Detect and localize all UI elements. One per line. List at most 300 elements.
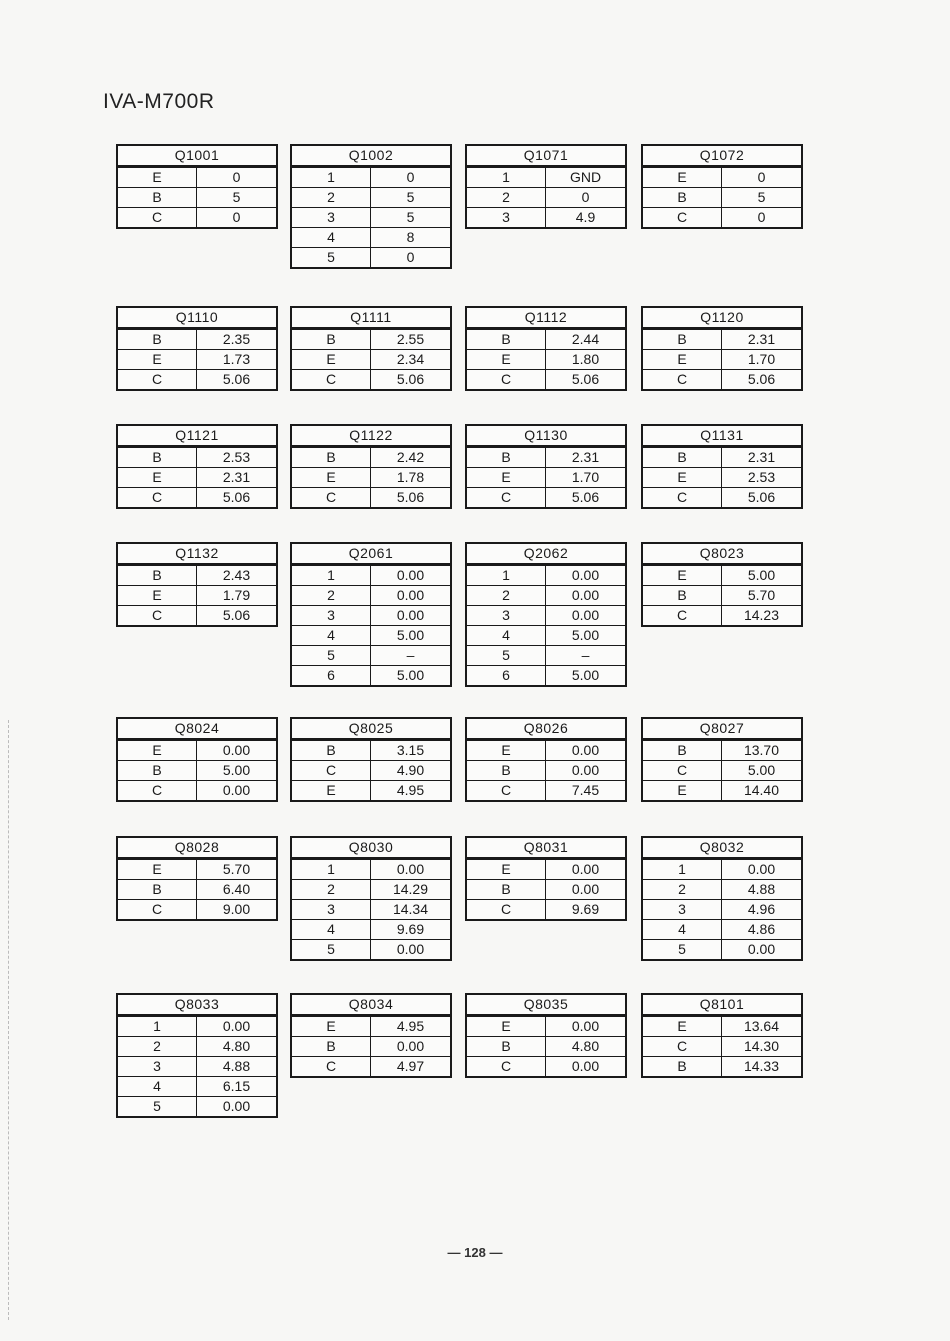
table-title: Q2062 [467, 544, 625, 565]
table-row [118, 605, 276, 625]
pin-label: C [467, 900, 546, 919]
pin-label: 1 [467, 168, 546, 187]
pin-label: 1 [292, 566, 371, 585]
voltage-table [465, 542, 627, 687]
pin-label: 2 [292, 880, 371, 899]
voltage-value: 0.00 [222, 1018, 251, 1034]
voltage-table [465, 306, 627, 391]
voltage-table [290, 542, 452, 687]
voltage-value: 1.70 [571, 469, 600, 485]
table-row [643, 780, 801, 800]
voltage-value: 5.06 [396, 371, 425, 387]
pin-label: 5 [467, 646, 546, 665]
voltage-value: 0.00 [396, 567, 425, 583]
pin-label: 1 [292, 860, 371, 879]
pin-label: 3 [292, 900, 371, 919]
pin-label: 4 [292, 626, 371, 645]
table-title: Q1001 [118, 146, 276, 167]
pin-label: E [467, 1017, 546, 1036]
table-row [118, 167, 276, 187]
table-row [467, 1056, 625, 1076]
pin-label: E [118, 168, 197, 187]
pin-label: 2 [292, 586, 371, 605]
pin-label: E [467, 741, 546, 760]
pin-label: C [467, 488, 546, 507]
table-title: Q1130 [467, 426, 625, 447]
pin-label: B [118, 761, 197, 780]
table-title: Q1121 [118, 426, 276, 447]
pin-label: 5 [643, 940, 722, 959]
table-title: Q1002 [292, 146, 450, 167]
pin-label: 5 [292, 940, 371, 959]
table-row [467, 467, 625, 487]
table-row [467, 187, 625, 207]
table-row [118, 329, 276, 349]
voltage-value: 5 [406, 209, 415, 225]
pin-label: E [118, 860, 197, 879]
pin-label: 5 [292, 646, 371, 665]
page-number: — 128 — [447, 1245, 503, 1260]
table-row [467, 565, 625, 585]
voltage-value: 1.79 [222, 587, 251, 603]
pin-label: E [643, 468, 722, 487]
table-row [643, 899, 801, 919]
table-title: Q1072 [643, 146, 801, 167]
voltage-value: 7.45 [571, 782, 600, 798]
table-row [118, 487, 276, 507]
pin-label: C [118, 900, 197, 919]
voltage-value: 1.78 [396, 469, 425, 485]
pin-label: 3 [292, 606, 371, 625]
pin-label: B [643, 586, 722, 605]
pin-label: 3 [292, 208, 371, 227]
table-row [292, 447, 450, 467]
voltage-value: 4.86 [747, 921, 776, 937]
voltage-value: 2.53 [747, 469, 776, 485]
pin-label: C [643, 761, 722, 780]
pin-label: B [467, 448, 546, 467]
voltage-value: 0.00 [222, 782, 251, 798]
voltage-table [641, 542, 803, 627]
table-title: Q1110 [118, 308, 276, 329]
voltage-value: 0.00 [747, 941, 776, 957]
table-row [118, 1096, 276, 1116]
table-row [643, 919, 801, 939]
pin-label: B [467, 880, 546, 899]
voltage-value: 0.00 [571, 762, 600, 778]
table-row [292, 1036, 450, 1056]
table-row [292, 605, 450, 625]
pin-label: E [467, 468, 546, 487]
voltage-value: 0 [757, 209, 766, 225]
table-row [292, 740, 450, 760]
pin-label: 1 [118, 1017, 197, 1036]
table-title: Q8031 [467, 838, 625, 859]
voltage-table [641, 144, 803, 229]
table-row [118, 740, 276, 760]
voltage-value: 5.00 [571, 627, 600, 643]
voltage-value: 0.00 [571, 881, 600, 897]
pin-label: C [643, 208, 722, 227]
table-row [118, 1016, 276, 1036]
pin-label: 5 [118, 1097, 197, 1116]
table-row [643, 467, 801, 487]
table-row [467, 625, 625, 645]
voltage-value: 0.00 [396, 587, 425, 603]
voltage-value: 9.69 [571, 901, 600, 917]
pin-label: B [467, 761, 546, 780]
pin-label: 3 [118, 1057, 197, 1076]
table-row [643, 879, 801, 899]
voltage-value: 4.97 [396, 1058, 425, 1074]
table-title: Q8030 [292, 838, 450, 859]
pin-label: C [643, 1037, 722, 1056]
pin-label: 6 [467, 666, 546, 685]
pin-label: 2 [292, 188, 371, 207]
voltage-value: 2.31 [222, 469, 251, 485]
table-title: Q8025 [292, 719, 450, 740]
table-row [467, 585, 625, 605]
voltage-value: 5.06 [747, 489, 776, 505]
voltage-value: 0.00 [747, 861, 776, 877]
pin-label: E [292, 781, 371, 800]
table-row [467, 1036, 625, 1056]
table-row [467, 487, 625, 507]
table-title: Q8032 [643, 838, 801, 859]
voltage-value: 5.06 [571, 371, 600, 387]
pin-label: E [292, 1017, 371, 1036]
voltage-value: 0.00 [571, 587, 600, 603]
voltage-value: 0.00 [571, 861, 600, 877]
table-row [467, 369, 625, 389]
voltage-table [290, 993, 452, 1078]
voltage-value: 1.80 [571, 351, 600, 367]
voltage-value: 14.33 [743, 1058, 780, 1074]
pin-label: E [118, 586, 197, 605]
pin-label: C [292, 761, 371, 780]
pin-label: 6 [292, 666, 371, 685]
table-row [467, 740, 625, 760]
table-row [643, 187, 801, 207]
table-row [643, 565, 801, 585]
table-row [467, 879, 625, 899]
voltage-value: 6.15 [222, 1078, 251, 1094]
voltage-table [290, 836, 452, 961]
pin-label: E [643, 566, 722, 585]
pin-label: E [118, 741, 197, 760]
voltage-value: 2.43 [222, 567, 251, 583]
pin-label: 4 [118, 1077, 197, 1096]
voltage-table [116, 836, 278, 921]
pin-label: 4 [292, 228, 371, 247]
table-row [467, 645, 625, 665]
table-row [643, 1036, 801, 1056]
voltage-value: 5.00 [222, 762, 251, 778]
table-row [118, 467, 276, 487]
table-row [292, 780, 450, 800]
table-row [643, 859, 801, 879]
voltage-value: 0.00 [396, 861, 425, 877]
voltage-table [116, 717, 278, 802]
table-row [292, 207, 450, 227]
table-row [292, 487, 450, 507]
table-row [118, 1076, 276, 1096]
voltage-value: 4.95 [396, 1018, 425, 1034]
table-row [118, 585, 276, 605]
voltage-value: 2.53 [222, 449, 251, 465]
pin-label: B [292, 330, 371, 349]
table-row [118, 1036, 276, 1056]
voltage-value: – [406, 647, 415, 663]
voltage-value: 3.15 [396, 742, 425, 758]
pin-label: C [292, 488, 371, 507]
pin-label: B [643, 330, 722, 349]
table-row [292, 625, 450, 645]
table-title: Q8101 [643, 995, 801, 1016]
voltage-table [641, 993, 803, 1078]
pin-label: B [643, 448, 722, 467]
voltage-value: 5.00 [396, 667, 425, 683]
table-row [118, 780, 276, 800]
voltage-value: 5.00 [747, 762, 776, 778]
pin-label: 2 [467, 188, 546, 207]
voltage-table [290, 144, 452, 269]
table-title: Q8024 [118, 719, 276, 740]
pin-label: 1 [292, 168, 371, 187]
table-title: Q8023 [643, 544, 801, 565]
pin-label: 2 [643, 880, 722, 899]
voltage-value: 0.00 [571, 567, 600, 583]
voltage-value: 5.06 [222, 371, 251, 387]
table-row [643, 349, 801, 369]
pin-label: 4 [467, 626, 546, 645]
voltage-value: 5 [406, 189, 415, 205]
table-row [643, 207, 801, 227]
table-row [292, 859, 450, 879]
voltage-table [641, 717, 803, 802]
table-row [292, 1016, 450, 1036]
table-row [467, 349, 625, 369]
voltage-value: 4.9 [575, 209, 596, 225]
voltage-value: 5.06 [747, 371, 776, 387]
voltage-value: 14.29 [392, 881, 429, 897]
pin-label: C [643, 488, 722, 507]
pin-label: B [467, 1037, 546, 1056]
table-row [118, 369, 276, 389]
pin-label: C [467, 1057, 546, 1076]
voltage-table [641, 836, 803, 961]
voltage-value: 0.00 [396, 607, 425, 623]
voltage-table [465, 993, 627, 1078]
voltage-table [465, 144, 627, 229]
table-title: Q8027 [643, 719, 801, 740]
voltage-value: 0 [232, 209, 241, 225]
pin-label: C [292, 1057, 371, 1076]
voltage-value: 0 [757, 169, 766, 185]
table-row [292, 585, 450, 605]
table-row [118, 859, 276, 879]
voltage-table [290, 306, 452, 391]
pin-label: E [292, 468, 371, 487]
model-title: IVA-M700R [103, 90, 215, 113]
table-row [467, 167, 625, 187]
voltage-value: 0.00 [571, 1058, 600, 1074]
pin-label: C [643, 606, 722, 625]
voltage-value: 0.00 [396, 1038, 425, 1054]
voltage-value: 0.00 [571, 607, 600, 623]
table-title: Q1111 [292, 308, 450, 329]
voltage-value: 5.06 [222, 607, 251, 623]
pin-label: 4 [643, 920, 722, 939]
table-row [643, 487, 801, 507]
pin-label: 5 [292, 248, 371, 267]
voltage-value: 0.00 [396, 941, 425, 957]
pin-label: E [467, 350, 546, 369]
voltage-value: 4.80 [222, 1038, 251, 1054]
table-title: Q8035 [467, 995, 625, 1016]
table-row [118, 760, 276, 780]
voltage-value: 4.96 [747, 901, 776, 917]
voltage-value: 14.40 [743, 782, 780, 798]
table-row [118, 879, 276, 899]
table-row [467, 329, 625, 349]
voltage-value: 0 [406, 249, 415, 265]
voltage-value: 4.80 [571, 1038, 600, 1054]
table-row [643, 167, 801, 187]
voltage-value: 5 [757, 189, 766, 205]
voltage-value: 0 [232, 169, 241, 185]
voltage-value: 13.70 [743, 742, 780, 758]
voltage-value: 2.55 [396, 331, 425, 347]
voltage-value: 0.00 [571, 742, 600, 758]
voltage-value: 2.42 [396, 449, 425, 465]
pin-label: 1 [467, 566, 546, 585]
pin-label: B [292, 1037, 371, 1056]
voltage-value: 4.95 [396, 782, 425, 798]
margin-mark [8, 720, 9, 1320]
pin-label: B [643, 188, 722, 207]
pin-label: E [292, 350, 371, 369]
voltage-table [290, 424, 452, 509]
table-title: Q1120 [643, 308, 801, 329]
table-title: Q8028 [118, 838, 276, 859]
table-row [467, 447, 625, 467]
voltage-value: – [581, 647, 590, 663]
pin-label: B [467, 330, 546, 349]
voltage-value: 4.88 [747, 881, 776, 897]
pin-label: 2 [467, 586, 546, 605]
table-row [643, 939, 801, 959]
table-row [643, 447, 801, 467]
pin-label: 4 [292, 920, 371, 939]
table-row [292, 187, 450, 207]
table-row [292, 899, 450, 919]
table-row [292, 565, 450, 585]
voltage-value: 14.23 [743, 607, 780, 623]
table-row [292, 247, 450, 267]
voltage-value: 4.88 [222, 1058, 251, 1074]
voltage-value: 2.44 [571, 331, 600, 347]
voltage-value: 0.00 [571, 1018, 600, 1034]
voltage-value: 6.40 [222, 881, 251, 897]
table-title: Q1132 [118, 544, 276, 565]
pin-label: B [292, 448, 371, 467]
pin-label: B [118, 188, 197, 207]
table-row [467, 1016, 625, 1036]
voltage-value: 5.06 [222, 489, 251, 505]
pin-label: C [118, 208, 197, 227]
voltage-value: 2.31 [571, 449, 600, 465]
pin-label: C [118, 370, 197, 389]
table-row [292, 329, 450, 349]
voltage-value: 5.70 [747, 587, 776, 603]
table-title: Q1071 [467, 146, 625, 167]
pin-label: E [643, 1017, 722, 1036]
voltage-value: 5.70 [222, 861, 251, 877]
table-row [467, 760, 625, 780]
table-row [467, 899, 625, 919]
table-row [118, 187, 276, 207]
pin-label: B [118, 330, 197, 349]
voltage-value: 14.34 [392, 901, 429, 917]
voltage-value: 9.00 [222, 901, 251, 917]
table-row [292, 167, 450, 187]
table-row [643, 760, 801, 780]
voltage-table [116, 993, 278, 1118]
voltage-table [465, 836, 627, 921]
table-row [643, 329, 801, 349]
table-row [643, 605, 801, 625]
table-row [118, 207, 276, 227]
voltage-table [116, 144, 278, 229]
table-row [118, 1056, 276, 1076]
table-row [467, 665, 625, 685]
pin-label: E [118, 468, 197, 487]
voltage-value: 4.90 [396, 762, 425, 778]
voltage-value: 5.06 [396, 489, 425, 505]
voltage-value: 2.35 [222, 331, 251, 347]
pin-label: E [118, 350, 197, 369]
pin-label: E [643, 781, 722, 800]
pin-label: E [643, 168, 722, 187]
voltage-value: 8 [406, 229, 415, 245]
table-row [292, 919, 450, 939]
pin-label: C [467, 370, 546, 389]
table-row [292, 760, 450, 780]
table-row [292, 879, 450, 899]
table-row [292, 1056, 450, 1076]
table-row [118, 899, 276, 919]
voltage-value: 2.34 [396, 351, 425, 367]
voltage-table [641, 424, 803, 509]
voltage-value: 2.31 [747, 449, 776, 465]
table-row [292, 645, 450, 665]
pin-label: 3 [467, 208, 546, 227]
table-row [292, 227, 450, 247]
pin-label: C [643, 370, 722, 389]
pin-label: B [118, 880, 197, 899]
voltage-value: 5.06 [571, 489, 600, 505]
table-title: Q8033 [118, 995, 276, 1016]
table-row [467, 207, 625, 227]
pin-label: B [643, 1057, 722, 1076]
table-row [292, 939, 450, 959]
voltage-value: 5.00 [571, 667, 600, 683]
pin-label: 2 [118, 1037, 197, 1056]
voltage-value: 0 [581, 189, 590, 205]
voltage-value: 1.73 [222, 351, 251, 367]
table-row [467, 859, 625, 879]
